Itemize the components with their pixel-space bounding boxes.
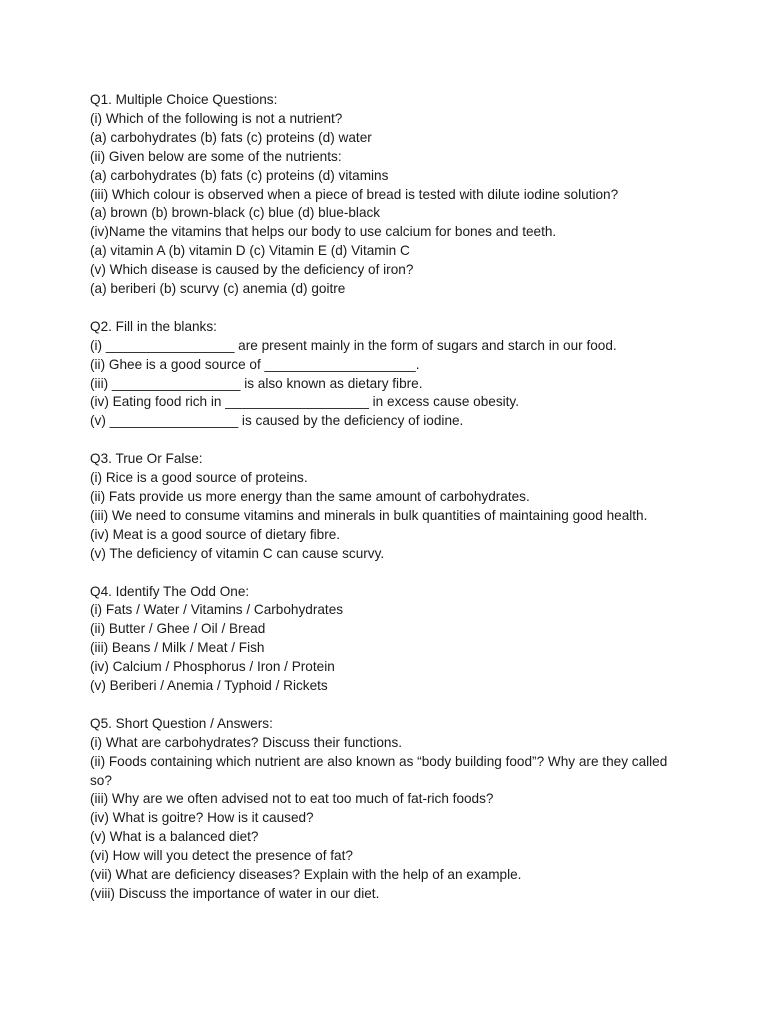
section-q2 bbox=[90, 318, 690, 431]
statement-line: (ii) Fats provide us more energy than the same amount of carbohydrates. bbox=[90, 489, 530, 504]
question-line: (vi) How will you detect the presence of fat? bbox=[90, 848, 353, 864]
odd-one-line: (v) Beriberi / Anemia / Typhoid / Rickets bbox=[90, 678, 328, 694]
options-line: (a) carbohydrates (b) fats (c) proteins (d) vitamins bbox=[90, 167, 389, 183]
options-line: (a) vitamin A (b) vitamin D (c) Vitamin E (d) Vitamin C bbox=[90, 243, 410, 259]
question-line: (ii) Foods containing which nutrient are also known as “body building food”? Why are they called so? bbox=[90, 753, 672, 788]
odd-one-line: (iv) Calcium / Phosphorus / Iron / Protein bbox=[90, 659, 335, 675]
question-line: (iv) What is goitre? How is it caused? bbox=[90, 810, 314, 826]
odd-one-line: (i) Fats / Water / Vitamins / Carbohydrates bbox=[90, 602, 344, 618]
section-heading: Q2. Fill in the blanks: bbox=[90, 318, 217, 334]
statement-line: (v) The deficiency of vitamin C can cause scurvy. bbox=[90, 545, 385, 561]
blank-line: (iii) _________________ is also known as dietary fibre. bbox=[90, 375, 423, 391]
question-line: (i) Which of the following is not a nutrient? bbox=[90, 110, 343, 126]
question-line: (v) Which disease is caused by the deficiency of iron? bbox=[90, 262, 414, 278]
section-heading: Q5. Short Question / Answers: bbox=[90, 715, 273, 731]
options-line: (a) brown (b) brown-black (c) blue (d) blue-black bbox=[90, 205, 381, 221]
blank-line: (ii) Ghee is a good source of ____________________. bbox=[90, 356, 420, 372]
question-line: (i) What are carbohydrates? Discuss their functions. bbox=[90, 734, 403, 750]
section-heading: Q1. Multiple Choice Questions: bbox=[90, 92, 278, 107]
section-q3 bbox=[90, 450, 690, 563]
blank-line: (i) _________________ are present mainly in the form of sugars and starch in our food. bbox=[90, 337, 617, 353]
odd-one-line: (iii) Beans / Milk / Meat / Fish bbox=[90, 640, 265, 656]
question-line: (vii) What are deficiency diseases? Explain with the help of an example. bbox=[90, 867, 522, 883]
blank-line: (iv) Eating food rich in ___________________ in excess cause obesity. bbox=[90, 394, 519, 410]
section-heading: Q3. True Or False: bbox=[90, 451, 203, 467]
section-heading: Q4. Identify The Odd One: bbox=[90, 583, 250, 599]
statement-line: (i) Rice is a good source of proteins. bbox=[90, 470, 308, 486]
worksheet-page bbox=[90, 91, 690, 923]
section-q1 bbox=[90, 91, 690, 299]
question-line: (iv)Name the vitamins that helps our body to use calcium for bones and teeth. bbox=[90, 224, 557, 240]
section-q5 bbox=[90, 715, 690, 904]
odd-one-line: (ii) Butter / Ghee / Oil / Bread bbox=[90, 621, 266, 637]
blank-line: (v) _________________ is caused by the deficiency of iodine. bbox=[90, 413, 464, 429]
options-line: (a) carbohydrates (b) fats (c) proteins (d) water bbox=[90, 129, 372, 145]
question-line: (v) What is a balanced diet? bbox=[90, 829, 259, 845]
question-line: (ii) Given below are some of the nutrients: bbox=[90, 148, 342, 164]
question-line: (iii) Why are we often advised not to eat too much of fat-rich foods? bbox=[90, 791, 494, 807]
question-line: (viii) Discuss the importance of water in our diet. bbox=[90, 886, 380, 901]
statement-line: (iii) We need to consume vitamins and minerals in bulk quantities of maintaining good health. bbox=[90, 507, 648, 523]
statement-line: (iv) Meat is a good source of dietary fibre. bbox=[90, 526, 341, 542]
options-line: (a) beriberi (b) scurvy (c) anemia (d) goitre bbox=[90, 281, 346, 297]
section-q4 bbox=[90, 583, 690, 696]
question-line: (iii) Which colour is observed when a piece of bread is tested with dilute iodine solution? bbox=[90, 186, 619, 202]
